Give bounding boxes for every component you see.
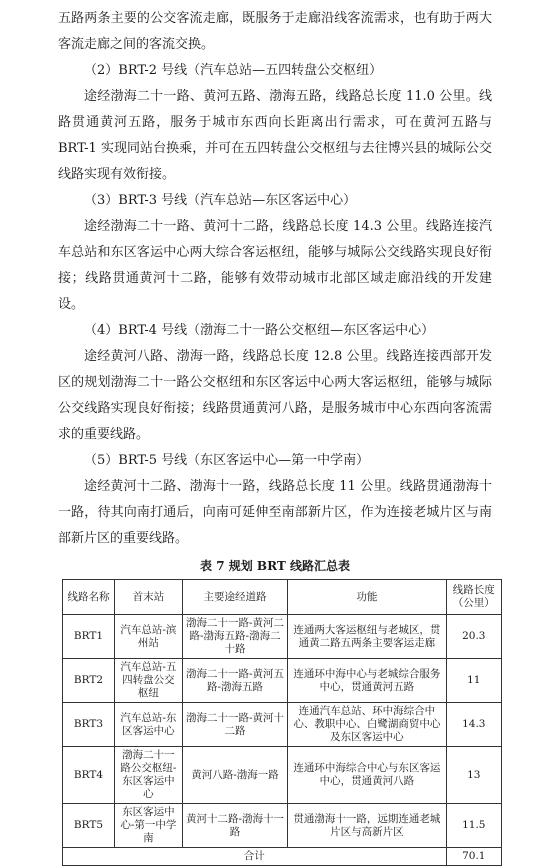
header-main-roads: 主要途经道路 (182, 580, 287, 615)
cell-main-roads: 黄河十二路-渤海十一路 (182, 804, 287, 848)
cell-length: 20.3 (446, 615, 501, 659)
table-header-row (63, 580, 502, 615)
cell-function: 连通环中海中心与老城综合服务中心，贯通黄河五路 (288, 659, 446, 703)
paragraph-brt3: 途经渤海二十一路、黄河十二路，线路总长度 14.3 公里。线路连接汽车总站和东区客运中心两大综合客运枢纽，能够与城际公交线路实现良好衔接；线路贯通黄河十二路，能够有效带动城市北部区域走廊沿线的开发建设。 (58, 219, 492, 312)
header-terminals: 首末站 (114, 580, 182, 615)
cell-function: 连通汽车总站、环中海综合中心、教职中心、白鹭湖商贸中心及东区客运中心 (288, 703, 446, 747)
cell-function: 连通两大客运枢纽与老城区，贯通黄二路五两条主要客运走廊 (288, 615, 446, 659)
paragraph-intro: 五路两条主要的公交客流走廊，既服务于走廊沿线客流需求，也有助于两大客流走廊之间的客流交换。 (58, 11, 492, 52)
cell-length: 14.3 (446, 703, 501, 747)
table-row (63, 747, 502, 804)
header-function: 功能 (288, 580, 446, 615)
cell-terminals: 汽车总站-五四转盘公交枢纽 (114, 659, 182, 703)
cell-main-roads: 渤海二十一路-黄河二路-渤海五路-渤海二十路 (182, 615, 287, 659)
cell-length: 11.5 (446, 804, 501, 848)
cell-function: 连通环中海综合中心与东区客运中心，贯通黄河八路 (288, 747, 446, 804)
table-row (63, 703, 502, 747)
cell-length: 13 (446, 747, 501, 804)
table-row (63, 659, 502, 703)
cell-route-name: BRT1 (63, 615, 115, 659)
cell-main-roads: 黄河八路-渤海一路 (182, 747, 287, 804)
cell-route-name: BRT2 (63, 659, 115, 703)
table-total-row (63, 848, 502, 866)
header-route-name: 线路名称 (63, 580, 115, 615)
cell-length: 11 (446, 659, 501, 703)
heading-brt3: （3）BRT-3 号线（汽车总站—东区客运中心） (84, 193, 357, 208)
paragraph-brt5: 途经黄河十二路、渤海十一路，线路总长度 11 公里。线路贯通渤海十一路，待其向南打通后，向南可延伸至南部新片区，作为连接老城片区与南部新片区的重要线路。 (58, 479, 492, 546)
cell-terminals: 汽车总站-滨州站 (114, 615, 182, 659)
heading-brt4: （4）BRT-4 号线（渤海二十一路公交枢纽—东区客运中心） (84, 323, 435, 338)
cell-route-name: BRT5 (63, 804, 115, 848)
cell-route-name: BRT3 (63, 703, 115, 747)
table-row (63, 804, 502, 848)
table-caption: 表 7 规划 BRT 线路汇总表 (200, 559, 350, 573)
brt-summary-table (62, 579, 502, 866)
cell-terminals: 东区客运中心-第一中学南 (114, 804, 182, 848)
cell-total-label: 合计 (63, 848, 447, 866)
cell-main-roads: 渤海二十一路-黄河十二路 (182, 703, 287, 747)
cell-terminals: 渤海二十一路公交枢纽-东区客运中心 (114, 747, 182, 804)
cell-route-name: BRT4 (63, 747, 115, 804)
table-row (63, 615, 502, 659)
cell-main-roads: 渤海二十一路-黄河五路-渤海五路 (182, 659, 287, 703)
paragraph-brt2: 途经渤海二十一路、黄河五路、渤海五路，线路总长度 11.0 公里。线路贯通黄河五路，服务于城市东西向长距离出行需求，可在黄河五路与 BRT-1 实现同站台换乘，并可在五四转盘公交枢纽与去往博兴县的城际公交线路实现有效衔接。 (58, 89, 492, 182)
paragraph-brt4: 途经黄河八路、渤海一路，线路总长度 12.8 公里。线路连接西部开发区的规划渤海二十一路公交枢纽和东区客运中心两大客运枢纽，能够与城际公交线路实现良好衔接；线路贯通黄河八路，是服务城市中心东西向客流需求的重要线路。 (58, 349, 492, 442)
cell-function: 贯通渤海十一路，远期连通老城片区与高新片区 (288, 804, 446, 848)
heading-brt5: （5）BRT-5 号线（东区客运中心—第一中学南） (84, 453, 370, 468)
header-length: 线路长度（公里） (446, 580, 501, 615)
heading-brt2: （2）BRT-2 号线（汽车总站—五四转盘公交枢纽） (84, 63, 383, 78)
cell-total-value: 70.1 (446, 848, 501, 866)
cell-terminals: 汽车总站-东区客运中心 (114, 703, 182, 747)
